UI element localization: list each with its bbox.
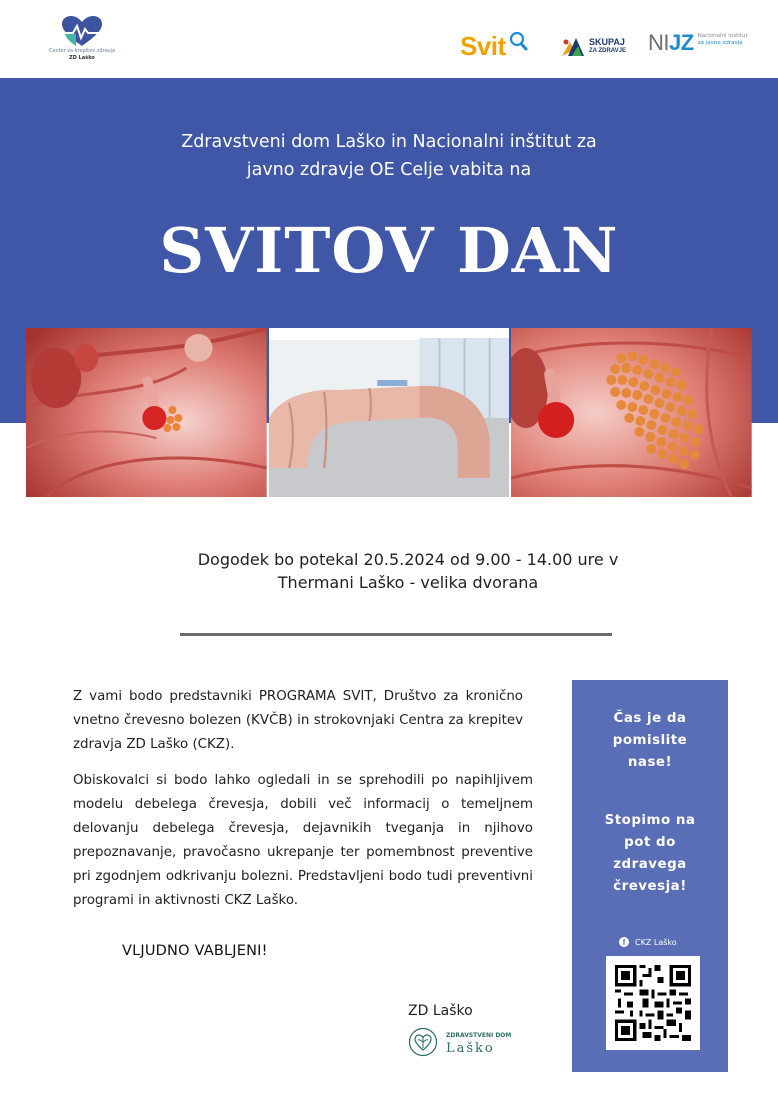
colon-interior-photo-left: [26, 328, 267, 497]
event-line2: Thermani Laško - velika dvorana: [277, 573, 539, 592]
zd-logo-line2: Laško: [446, 1041, 495, 1056]
facebook-label: CKZ Laško: [635, 937, 677, 947]
ckz-logo-sub: Center za krepitev zdravja: [48, 48, 116, 54]
qr-code[interactable]: [606, 956, 700, 1050]
skupaj-line1: SKUPAJ: [589, 37, 625, 47]
ckz-logo-main: ZD Laško: [69, 55, 95, 61]
zd-lasko-emblem-icon: [408, 1027, 438, 1057]
organizer-name: ZD Laško: [408, 1003, 473, 1019]
facebook-link[interactable]: [619, 937, 677, 947]
photo-strip: [26, 328, 752, 497]
nijz-mark: NIJZ: [648, 30, 694, 55]
event-line1: Dogodek bo potekal 20.5.2024 od 9.00 - 14.00 ure v: [197, 550, 619, 569]
qr-code-icon: [615, 965, 691, 1041]
svit-logo-word: Svit: [460, 30, 506, 61]
welcome-text: VLJUDNO VABLJENI!: [122, 943, 268, 959]
nijz-line2: za javno zdravje: [697, 40, 743, 46]
body-text: [73, 685, 533, 925]
panel-message-1: Čas je da pomislite nase!: [612, 711, 688, 770]
page-title: SVITOV DAN: [159, 214, 619, 287]
inflatable-colon-model-photo: [269, 328, 510, 497]
zd-logo-line1: ZDRAVSTVENI DOM: [446, 1032, 512, 1039]
nijz-line1: Nacionalni inštitut: [697, 33, 748, 39]
colon-interior-photo-right: [511, 328, 752, 497]
divider: [180, 633, 612, 636]
paragraph-1: Z vami bodo predstavniki PROGRAMA SVIT, Društvo za kronično vnetno črevesno bolezen (KVČB) in strokovnjaki Centra za krepitev zdravja ZD Laško (CKZ).: [73, 689, 523, 752]
zd-lasko-logo: [408, 1027, 511, 1057]
facebook-icon: f: [619, 937, 629, 947]
panel-message-2: Stopimo na pot do zdravega črevesja!: [604, 813, 696, 894]
skupaj-line2: ZA ZDRAVJE: [589, 48, 627, 54]
side-panel: [572, 680, 728, 1072]
event-info: [0, 548, 778, 594]
invite-line2: javno zdravje OE Celje vabita na: [246, 160, 532, 180]
invite-line1: Zdravstveni dom Laško in Nacionalni inštitut za: [181, 132, 597, 152]
paragraph-2: Obiskovalci si bodo lahko ogledali in se sprehodili po napihljivem modelu debelega črevesja, dobili več informacij o temeljnem delovanju debelega črevesja, dejavnikih tveganja in njihovo prepoznavanje, pravočasno ukrepanje ter pomembnost preventive pri zgodnjem odkrivanju bolezni. Predstavljeni bodo tudi preventivni programi in aktivnosti CKZ Laško.: [73, 773, 533, 908]
